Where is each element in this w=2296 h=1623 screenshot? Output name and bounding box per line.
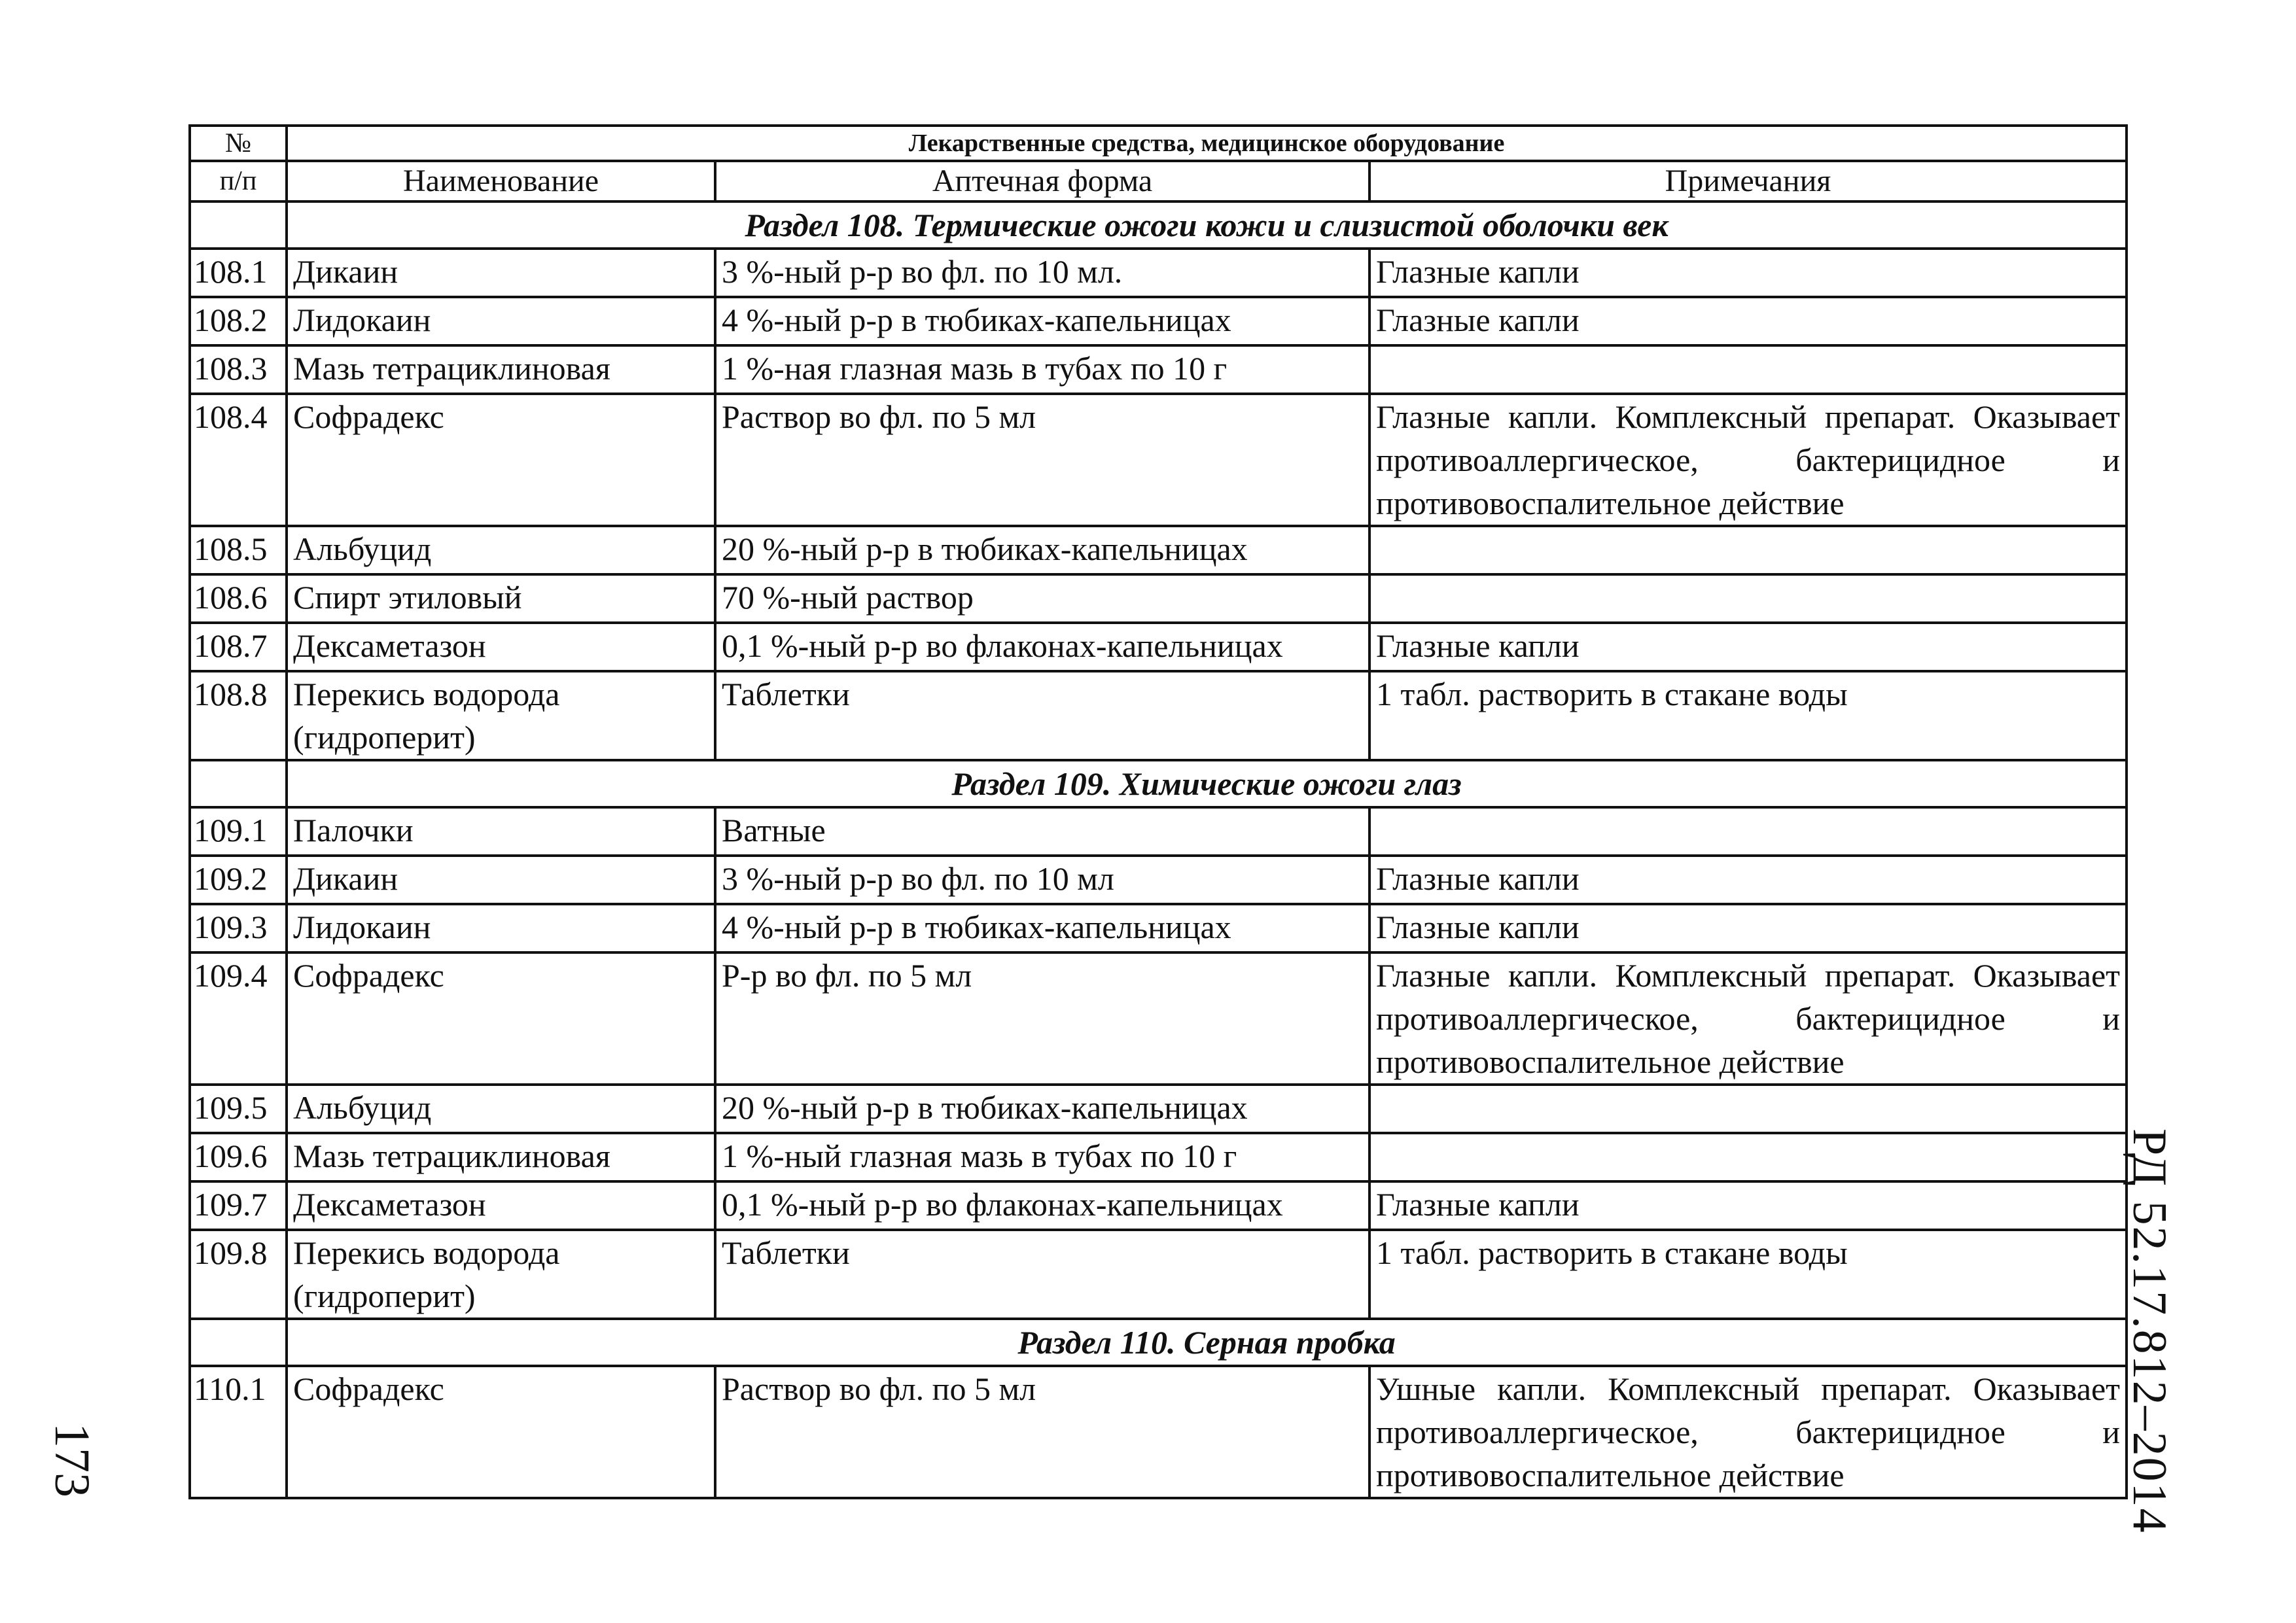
item-form: 0,1 %-ный р-р во флаконах-капельницах — [715, 1181, 1369, 1230]
item-note: 1 табл. растворить в стакане воды — [1369, 671, 2127, 760]
item-number: 108.8 — [190, 671, 287, 760]
item-note: Глазные капли — [1369, 297, 2127, 345]
section-title: Раздел 110. Серная пробка — [287, 1319, 2127, 1366]
item-note: Ушные капли. Комплексный препарат. Оказывает противоаллергическое, бактерицидное и противовоспалительное действие — [1369, 1366, 2127, 1498]
table-row — [190, 904, 2127, 952]
header-num-symbol: № — [190, 126, 287, 161]
document-code: РД 52.17.812–2014 — [2123, 1128, 2176, 1534]
item-form: 4 %-ный р-р в тюбиках-капельницах — [715, 904, 1369, 952]
item-number: 108.1 — [190, 249, 287, 297]
item-number: 109.7 — [190, 1181, 287, 1230]
item-number: 108.2 — [190, 297, 287, 345]
table-row — [190, 1181, 2127, 1230]
item-note — [1369, 807, 2127, 856]
header-num-label: п/п — [190, 161, 287, 201]
item-note — [1369, 574, 2127, 623]
item-name: Перекись водорода (гидроперит) — [287, 1230, 715, 1319]
item-name: Софрадекс — [287, 952, 715, 1085]
section-title: Раздел 108. Термические ожоги кожи и слизистой оболочки век — [287, 201, 2127, 249]
item-number: 109.1 — [190, 807, 287, 856]
table-row — [190, 671, 2127, 760]
item-form: 0,1 %-ный р-р во флаконах-капельницах — [715, 623, 1369, 671]
item-note: Глазные капли. Комплексный препарат. Оказывает противоаллергическое, бактерицидное и противовоспалительное действие — [1369, 394, 2127, 526]
item-name: Мазь тетрациклиновая — [287, 345, 715, 394]
item-number: 108.3 — [190, 345, 287, 394]
table-row — [190, 807, 2127, 856]
table-row — [190, 856, 2127, 904]
item-form: 1 %-ная глазная мазь в тубах по 10 г — [715, 345, 1369, 394]
item-number: 109.8 — [190, 1230, 287, 1319]
item-form: 1 %-ный глазная мазь в тубах по 10 г — [715, 1133, 1369, 1181]
item-name: Дикаин — [287, 856, 715, 904]
table-row — [190, 249, 2127, 297]
item-form: 3 %-ный р-р во фл. по 10 мл. — [715, 249, 1369, 297]
item-number: 110.1 — [190, 1366, 287, 1498]
item-form: Р-р во фл. по 5 мл — [715, 952, 1369, 1085]
header-group-title: Лекарственные средства, медицинское оборудование — [287, 126, 2127, 161]
item-note: Глазные капли — [1369, 1181, 2127, 1230]
item-number: 109.4 — [190, 952, 287, 1085]
section-num-cell — [190, 760, 287, 807]
item-note: Глазные капли — [1369, 904, 2127, 952]
item-note — [1369, 1133, 2127, 1181]
section-row — [190, 1319, 2127, 1366]
item-note: Глазные капли — [1369, 623, 2127, 671]
item-name: Палочки — [287, 807, 715, 856]
item-form: 3 %-ный р-р во фл. по 10 мл — [715, 856, 1369, 904]
item-note — [1369, 526, 2127, 574]
table-row — [190, 1230, 2127, 1319]
item-name: Софрадекс — [287, 1366, 715, 1498]
item-name: Перекись водорода (гидроперит) — [287, 671, 715, 760]
item-form: 4 %-ный р-р в тюбиках-капельницах — [715, 297, 1369, 345]
section-title: Раздел 109. Химические ожоги глаз — [287, 760, 2127, 807]
table-row — [190, 952, 2127, 1085]
item-note — [1369, 1085, 2127, 1133]
medicines-table — [188, 124, 2128, 1499]
item-form: Раствор во фл. по 5 мл — [715, 1366, 1369, 1498]
table-row — [190, 297, 2127, 345]
header-name: Наименование — [287, 161, 715, 201]
item-note: Глазные капли — [1369, 856, 2127, 904]
table-row — [190, 526, 2127, 574]
item-note — [1369, 345, 2127, 394]
table-row — [190, 394, 2127, 526]
item-name: Спирт этиловый — [287, 574, 715, 623]
item-number: 109.3 — [190, 904, 287, 952]
item-form: 70 %-ный раствор — [715, 574, 1369, 623]
item-name: Альбуцид — [287, 1085, 715, 1133]
table-row — [190, 623, 2127, 671]
item-form: 20 %-ный р-р в тюбиках-капельницах — [715, 1085, 1369, 1133]
header-note: Примечания — [1369, 161, 2127, 201]
item-form: Таблетки — [715, 1230, 1369, 1319]
table-row — [190, 574, 2127, 623]
item-number: 108.6 — [190, 574, 287, 623]
table-row — [190, 1085, 2127, 1133]
item-form: Ватные — [715, 807, 1369, 856]
item-number: 109.6 — [190, 1133, 287, 1181]
header-form: Аптечная форма — [715, 161, 1369, 201]
item-name: Лидокаин — [287, 904, 715, 952]
item-note: Глазные капли — [1369, 249, 2127, 297]
item-form: 20 %-ный р-р в тюбиках-капельницах — [715, 526, 1369, 574]
item-name: Лидокаин — [287, 297, 715, 345]
item-name: Мазь тетрациклиновая — [287, 1133, 715, 1181]
section-row — [190, 201, 2127, 249]
item-number: 108.7 — [190, 623, 287, 671]
item-name: Альбуцид — [287, 526, 715, 574]
item-name: Софрадекс — [287, 394, 715, 526]
table-row — [190, 1133, 2127, 1181]
table-body — [190, 201, 2127, 1498]
section-row — [190, 760, 2127, 807]
section-num-cell — [190, 1319, 287, 1366]
page-number: 173 — [44, 1423, 99, 1497]
item-number: 108.5 — [190, 526, 287, 574]
item-number: 109.2 — [190, 856, 287, 904]
item-name: Дексаметазон — [287, 1181, 715, 1230]
item-form: Раствор во фл. по 5 мл — [715, 394, 1369, 526]
item-name: Дексаметазон — [287, 623, 715, 671]
table-row — [190, 1366, 2127, 1498]
item-note: 1 табл. растворить в стакане воды — [1369, 1230, 2127, 1319]
section-num-cell — [190, 201, 287, 249]
item-number: 108.4 — [190, 394, 287, 526]
table-row — [190, 345, 2127, 394]
item-form: Таблетки — [715, 671, 1369, 760]
item-note: Глазные капли. Комплексный препарат. Оказывает противоаллергическое, бактерицидное и противовоспалительное действие — [1369, 952, 2127, 1085]
item-number: 109.5 — [190, 1085, 287, 1133]
item-name: Дикаин — [287, 249, 715, 297]
